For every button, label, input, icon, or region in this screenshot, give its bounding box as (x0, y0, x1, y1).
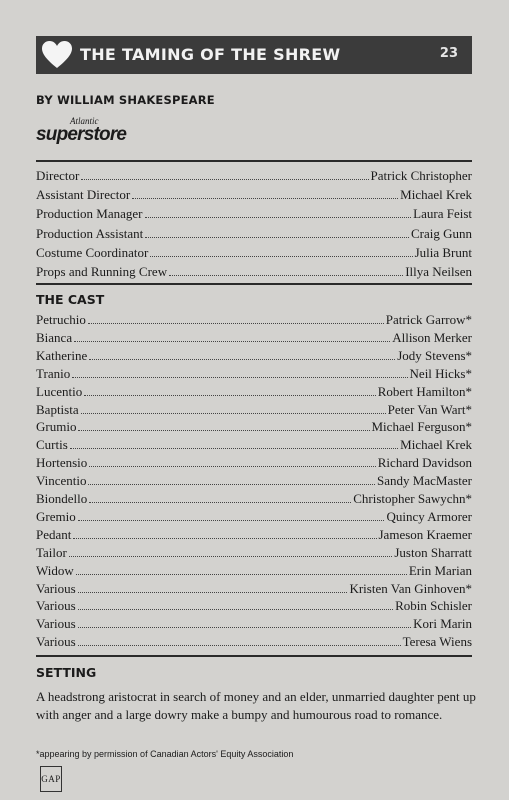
crew-credit-role: Production Manager (36, 206, 143, 222)
cast-credit-role: Various (36, 634, 76, 650)
dot-leader (81, 412, 386, 414)
cast-credit-name: Erin Marian (408, 562, 472, 578)
cast-credit-name: Richard Davidson (377, 455, 472, 471)
dot-leader (88, 322, 384, 324)
dot-leader (132, 197, 398, 199)
cast-credit (36, 613, 472, 631)
cast-credit-name: Teresa Wiens (402, 634, 472, 650)
crew-credit-role: Costume Coordinator (36, 244, 149, 260)
cast-credit (36, 595, 472, 613)
byline: BY WILLIAM SHAKESPEARE (36, 93, 215, 107)
sponsor-logo (36, 116, 146, 150)
crew-credit-role: Props and Running Crew (36, 264, 168, 279)
dot-leader (88, 483, 375, 485)
cast-credit-role: Tranio (36, 365, 71, 381)
dot-leader (78, 644, 401, 646)
crew-credit-name: Illya Neilsen (405, 264, 472, 279)
cast-credit-role: Katherine (36, 347, 88, 363)
dot-leader (74, 340, 390, 342)
dot-leader (73, 537, 376, 539)
cast-credit-role: Curtis (36, 437, 68, 453)
dot-leader (150, 255, 412, 257)
cast-credit (36, 381, 472, 399)
crew-credit-name: Michael Krek (400, 187, 472, 203)
cast-credit-role: Vincentio (36, 473, 87, 489)
crew-credit (36, 261, 472, 279)
cast-credit-role: Various (36, 580, 76, 596)
cast-credit-name: Patrick Garrow* (385, 312, 472, 327)
cast-credit-role: Various (36, 598, 76, 614)
cast-credit-role: Hortensio (36, 455, 88, 471)
dot-leader (81, 178, 368, 180)
cast-credit-name: Jody Stevens* (397, 347, 472, 363)
cast-credit-name: Peter Van Wart* (387, 401, 472, 417)
cast-credit-name: Michael Krek (400, 437, 472, 453)
cast-credit (36, 345, 472, 363)
cast-credit (36, 488, 472, 506)
cast-credit-name: Robin Schisler (395, 598, 472, 614)
cast-credit-name: Neil Hicks* (409, 365, 472, 381)
cast-credit-role: Petruchio (36, 312, 86, 327)
cast-credit-name: Jameson Kraemer (378, 526, 472, 542)
crew-credit-name: Laura Feist (413, 206, 472, 222)
cast-credit-role: Widow (36, 562, 74, 578)
cast-credit (36, 327, 472, 345)
cast-credit-role: Lucentio (36, 383, 83, 399)
dot-leader (72, 376, 407, 378)
cast-credit (36, 452, 472, 470)
crew-credit-role: Director (36, 168, 80, 183)
crew-credit-role: Assistant Director (36, 187, 131, 203)
dot-leader (78, 626, 411, 628)
divider (36, 283, 472, 285)
cast-credit-name: Kristen Van Ginhoven* (349, 580, 472, 596)
dot-leader (169, 274, 403, 276)
cast-credit (36, 309, 472, 327)
heart-icon (41, 39, 73, 71)
cast-credit (36, 416, 472, 434)
dot-leader (76, 573, 407, 575)
cast-credit-name: Robert Hamilton* (377, 383, 472, 399)
play-title: THE TAMING OF THE SHREW (80, 45, 341, 64)
crew-credit (36, 223, 472, 241)
cast-credit-role: Pedant (36, 526, 72, 542)
cast-credit (36, 524, 472, 542)
dot-leader (70, 447, 398, 449)
cast-credit-name: Allison Merker (392, 329, 472, 345)
crew-credit-role: Production Assistant (36, 225, 144, 241)
crew-credit-name: Craig Gunn (410, 225, 472, 241)
cast-credit-role: Bianca (36, 329, 73, 345)
cast-credit-name: Sandy MacMaster (377, 473, 472, 489)
cast-credit-role: Baptista (36, 401, 79, 417)
cast-credit (36, 542, 472, 560)
publisher-logo: GAP (40, 766, 62, 792)
setting-description: A headstrong aristocrat in search of money and an elder, unmarried daughter pent up with anger and a large dowry make a bumpy and humourous road to romance. (36, 689, 476, 722)
cast-credit (36, 399, 472, 417)
dot-leader (78, 429, 369, 431)
cast-credit-name: Juston Sharratt (394, 544, 472, 560)
crew-credit (36, 203, 472, 221)
divider (36, 160, 472, 162)
cast-credit-role: Grumio (36, 419, 77, 435)
dot-leader (89, 465, 375, 467)
cast-credit (36, 578, 472, 596)
cast-credit (36, 631, 472, 649)
dot-leader (69, 555, 393, 557)
dot-leader (78, 608, 393, 610)
dot-leader (78, 591, 348, 593)
cast-credit-name: Kori Marin (413, 616, 472, 632)
crew-credit (36, 165, 472, 183)
sponsor-logo-small: Atlantic (70, 116, 99, 126)
dot-leader (145, 216, 412, 218)
dot-leader (78, 519, 385, 521)
cast-credit (36, 363, 472, 381)
cast-credit-role: Various (36, 616, 76, 632)
crew-credit (36, 242, 472, 260)
cast-credit-role: Biondello (36, 491, 88, 506)
divider (36, 655, 472, 657)
cast-credit (36, 470, 472, 488)
crew-credit-name: Julia Brunt (414, 244, 472, 260)
equity-footnote: *appearing by permission of Canadian Actors' Equity Association (36, 749, 294, 759)
dot-leader (84, 394, 376, 396)
cast-credit-name: Christopher Sawychn* (353, 491, 472, 506)
title-banner (36, 36, 472, 74)
dot-leader (89, 358, 395, 360)
cast-credit-name: Quincy Armorer (386, 508, 472, 524)
crew-credit-name: Patrick Christopher (370, 168, 472, 183)
dot-leader (89, 501, 351, 503)
sponsor-logo-big: superstore (36, 124, 127, 145)
cast-credit (36, 506, 472, 524)
crew-credit (36, 184, 472, 202)
dot-leader (145, 236, 409, 238)
cast-credit (36, 560, 472, 578)
page-number: 23 (439, 46, 458, 61)
cast-heading: THE CAST (36, 292, 105, 307)
cast-credit-role: Tailor (36, 544, 67, 560)
setting-heading: SETTING (36, 665, 97, 680)
cast-credit-name: Michael Ferguson* (371, 419, 472, 435)
cast-credit (36, 434, 472, 452)
cast-credit-role: Gremio (36, 508, 76, 524)
